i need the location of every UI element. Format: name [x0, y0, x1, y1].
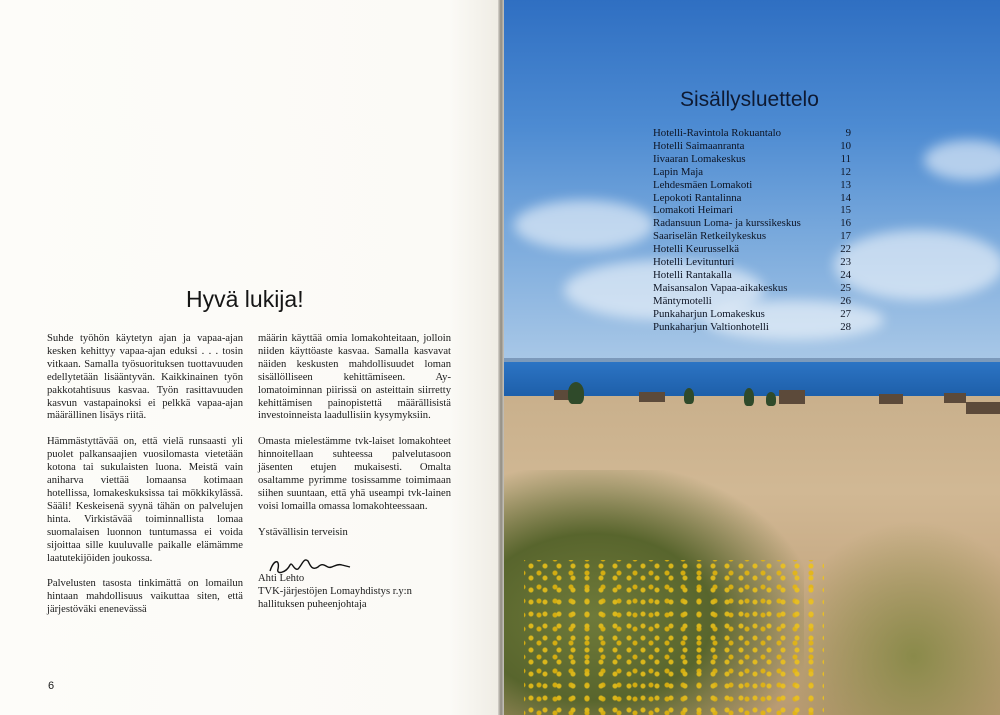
tree — [568, 382, 584, 404]
paragraph: määrin käyttää omia lomakohteitaan, jolloin niiden käyttöaste kasvaa. Samalla kasvavat näiden keskusten mahdollisuudet loman sisällölliseen kehittämiseen. Ay-lomatoiminnan piirissä on asteittain siirretty kehittämisen painopistettä määrällisistä investoinneista laadullisiin kysymyksiin. — [258, 333, 451, 422]
toc-entry-name: Iivaaran Lomakeskus — [653, 152, 746, 165]
cabin — [879, 394, 903, 404]
toc-entry-page: 14 — [840, 191, 851, 204]
toc-entry-name: Lomakoti Heimari — [653, 204, 734, 217]
toc-title: Sisällysluettelo — [680, 88, 819, 111]
toc-entry-page: 16 — [840, 217, 851, 230]
paragraph: Suhde työhön käytetyn ajan ja vapaa-ajan kesken kehittyy vapaa-ajan eduksi . . . tosin vitkaan. Samalla työsuorituksen tuottavuuden edellytetään lisääntyvän. Kaikkinainen työn pakkotahtisuus kasvaa. Työn rasittavuuden kasvun vastapainoksi ei pelkkä vapaa-ajan määrällinen lisäys riitä. — [47, 333, 243, 422]
toc-entry — [653, 204, 851, 217]
toc-entry-name: Radansuun Loma- ja kurssikeskus — [653, 217, 801, 230]
handwritten-signature — [266, 553, 451, 575]
yellow-flowers — [524, 560, 824, 715]
toc-entry-page: 11 — [840, 152, 851, 165]
tree — [744, 388, 754, 406]
toc-entry-name: Mäntymotelli — [653, 294, 712, 307]
toc-entry — [653, 140, 851, 153]
toc-entry — [653, 166, 851, 179]
toc-entry-page: 26 — [840, 294, 851, 307]
toc-entry — [653, 295, 851, 308]
cloud — [514, 200, 654, 250]
toc-entry-name: Punkaharjun Valtionhotelli — [653, 320, 769, 333]
toc-entry-page: 28 — [840, 320, 851, 333]
toc-entry-page: 24 — [840, 268, 851, 281]
cabin — [944, 393, 966, 403]
tree — [684, 388, 694, 404]
toc-entry — [653, 269, 851, 282]
greeting: Ystävällisin terveisin — [258, 526, 348, 538]
toc-entry-name: Hotelli Levitunturi — [653, 256, 735, 269]
signature-name: Ahti Lehto — [258, 572, 305, 584]
paragraph: Palvelusten tasosta tinkimättä on lomailun hintaan mahdollisuus vaikuttaa siten, että järjestöväki enenevässä — [47, 578, 243, 616]
toc-entry — [653, 192, 851, 205]
signature-role: hallituksen puheenjohtaja — [258, 598, 367, 610]
toc-entry-page: 17 — [840, 230, 851, 243]
toc-entry — [653, 308, 851, 321]
cabin — [779, 390, 805, 404]
toc-entry-name: Hotelli-Ravintola Rokuantalo — [653, 127, 782, 139]
toc-entry-name: Hotelli Rantakalla — [653, 268, 732, 281]
text-column-right — [258, 333, 451, 611]
toc-entry-name: Hotelli Keurusselkä — [653, 243, 740, 256]
toc-entry-page: 12 — [840, 165, 851, 178]
paragraph: Omasta mielestämme tvk-laiset lomakohteet hinnoitellaan suhteessa palvelutasoon jäsenten etujen mukaisesti. Omalta osaltamme pyrimme tosissamme toimimaan siihen suuntaan, että yhä useampi tvk-lainen voisi lomailla omassa lomakohteessaan. — [258, 436, 451, 512]
toc-entry-name: Lapin Maja — [653, 165, 704, 178]
toc-entry-page: 27 — [840, 307, 851, 320]
signature-organization: TVK-järjestöjen Lomayhdistys r.y:n — [258, 585, 412, 597]
toc-entry-page: 13 — [840, 178, 851, 191]
toc-entry — [653, 321, 851, 334]
toc-entry-page: 10 — [840, 139, 851, 152]
toc-entry-page: 22 — [840, 243, 851, 256]
cloud — [834, 230, 1000, 300]
tree — [766, 392, 776, 406]
toc-entry-page: 25 — [840, 281, 851, 294]
cabin — [639, 392, 665, 402]
toc-entry-name: Maisansalon Vapaa-aikakeskus — [653, 281, 788, 294]
page-number: 6 — [48, 680, 55, 692]
text-column-left — [47, 333, 243, 630]
toc-entry — [653, 217, 851, 230]
toc-entry-page: 23 — [840, 256, 851, 269]
toc-entry-name: Saariselän Retkeilykeskus — [653, 230, 767, 243]
toc-entry — [653, 282, 851, 295]
toc-entry — [653, 127, 851, 140]
cabin — [966, 402, 1000, 414]
page-heading: Hyvä lukija! — [186, 286, 304, 312]
toc-entry-name: Punkaharjun Lomakeskus — [653, 307, 765, 320]
paragraph: Hämmästyttävää on, että vielä runsaasti yli puolet palkansaajien vuosilomasta vietetään kotona tai sukulaisten luona. Meistä vain aniharva viettää lomaansa kotimaan hotellissa, lomakeskuksissa tai mökkikylässä. Sääli! Keskeisenä syynä tähän on palvelujen hinta. Virkistävää toiminnallista lomaa suomalaisen luonnon tuntumassa ei voida sijoittaa sille kuuluvalle paikalle elämämme laatutekijöiden joukossa. — [47, 436, 243, 564]
table-of-contents — [653, 127, 851, 334]
toc-entry-page: 15 — [840, 204, 851, 217]
toc-entry — [653, 153, 851, 166]
toc-entry-name: Lepokoti Rantalinna — [653, 191, 742, 204]
toc-entry-name: Hotelli Saimaanranta — [653, 139, 745, 152]
toc-entry — [653, 230, 851, 243]
toc-entry — [653, 256, 851, 269]
toc-entry-page: 9 — [845, 127, 851, 139]
toc-entry — [653, 243, 851, 256]
toc-entry-name: Lehdesmäen Lomakoti — [653, 178, 753, 191]
toc-entry — [653, 179, 851, 192]
